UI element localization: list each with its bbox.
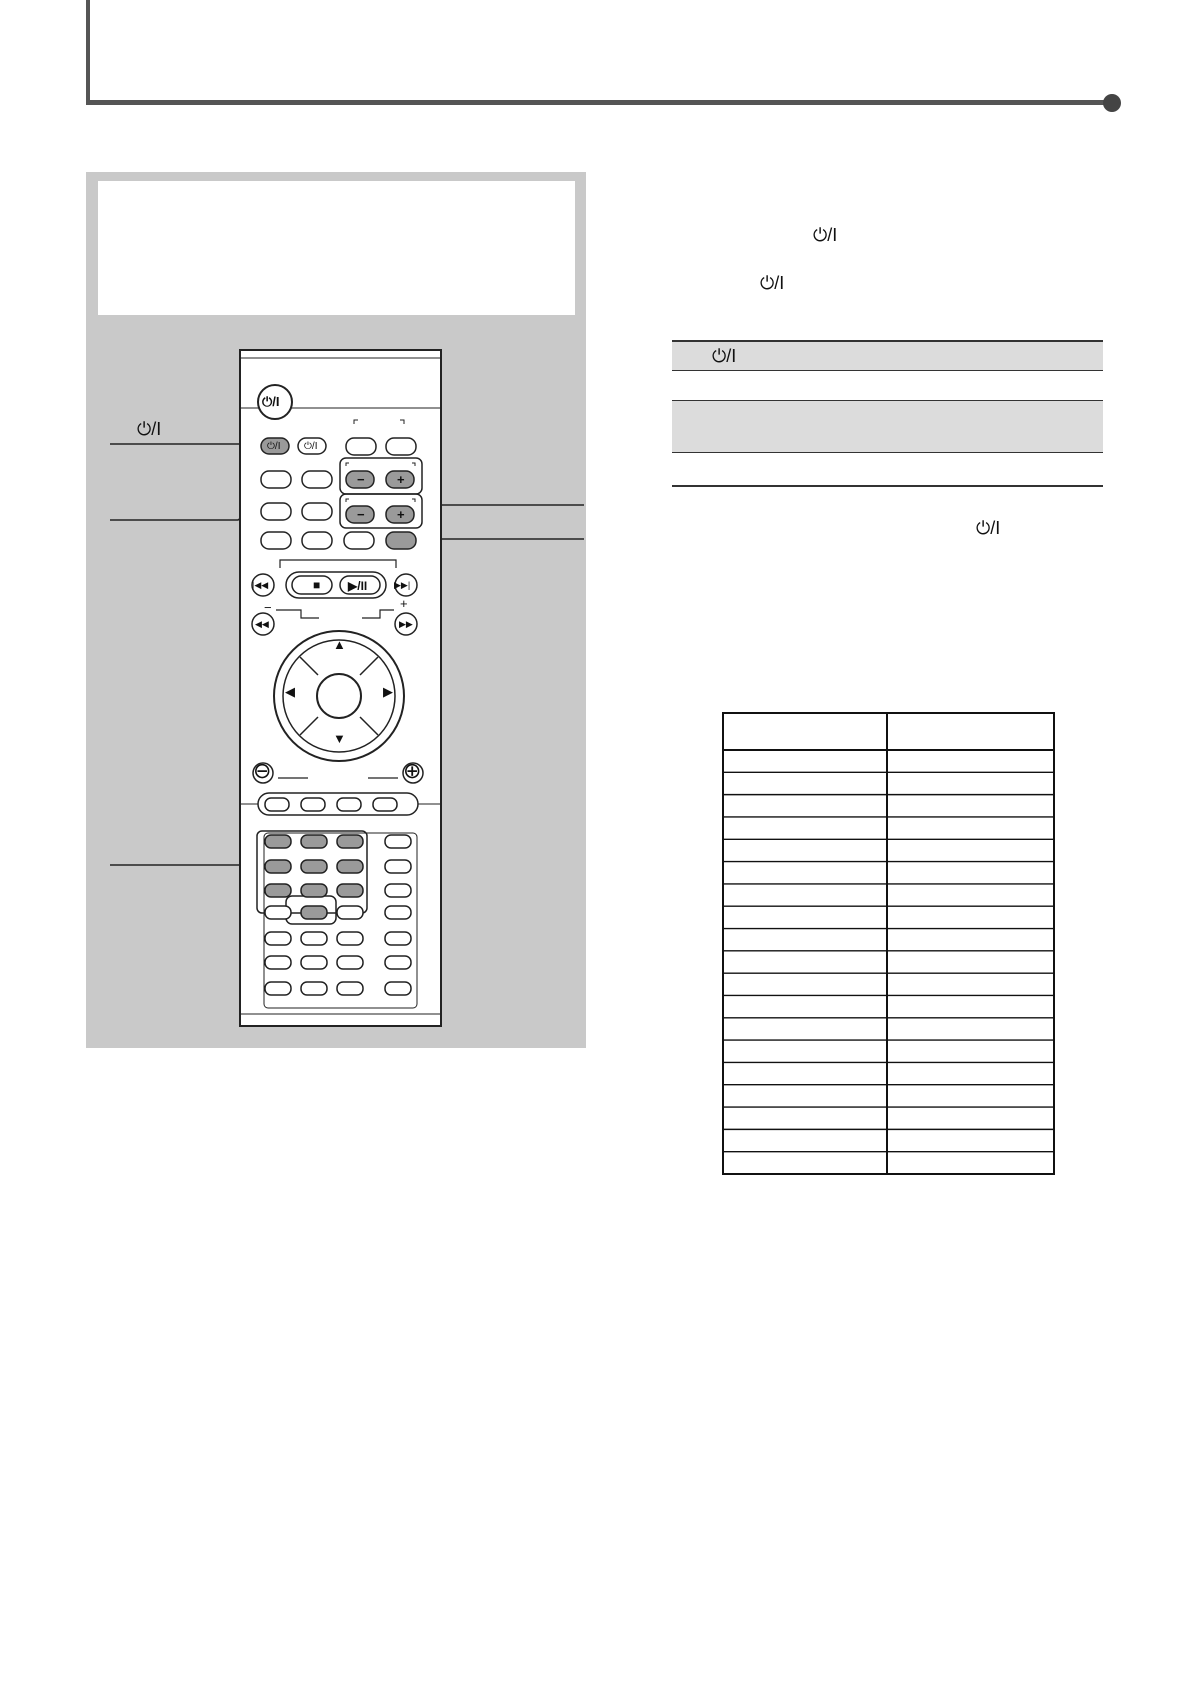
power-symbol-table: ⏻/I (712, 346, 737, 366)
skip-forward-button[interactable]: ▶▶| (394, 580, 411, 590)
settings-row-1 (672, 342, 1103, 370)
play-pause-button[interactable]: ▶/II (348, 579, 368, 593)
volume-minus-button[interactable]: ⊖ (253, 758, 272, 783)
minus-button-2[interactable]: − (357, 507, 365, 522)
right-arrow-button[interactable]: ▶ (383, 684, 393, 699)
code-table (722, 712, 1056, 1176)
skip-back-button[interactable]: |◀◀ (252, 580, 269, 590)
down-arrow-button[interactable]: ▼ (333, 731, 346, 746)
left-arrow-button[interactable]: ◀ (285, 684, 295, 699)
seek-minus-label: − (264, 600, 272, 615)
power-symbol-line-2: ⏻/I (760, 273, 785, 293)
stop-button[interactable]: ■ (313, 578, 321, 592)
table-bottom-rule (672, 485, 1103, 487)
up-arrow-button[interactable]: ▲ (333, 637, 346, 652)
settings-row-3 (672, 401, 1103, 452)
power-main-button[interactable]: ⏻/I (262, 394, 280, 409)
minus-button-1[interactable]: − (357, 472, 365, 487)
power-button-2[interactable]: ⏻/I (304, 441, 318, 452)
seek-plus-label: + (400, 596, 408, 611)
volume-plus-button[interactable]: ⊕ (403, 758, 422, 783)
power-symbol-line-1: ⏻/I (813, 225, 838, 245)
power-symbol-line-3: ⏻/I (976, 518, 1001, 538)
fast-forward-button[interactable]: ▶▶ (399, 619, 413, 629)
plus-button-1[interactable]: + (397, 472, 405, 487)
rewind-button[interactable]: ◀◀ (255, 619, 269, 629)
plus-button-2[interactable]: + (397, 507, 405, 522)
power-callout-label: ⏻/I (137, 419, 162, 439)
row-divider-1 (672, 370, 1103, 371)
row-divider-3 (672, 452, 1103, 453)
power-button-1[interactable]: ⏻/I (267, 441, 281, 452)
